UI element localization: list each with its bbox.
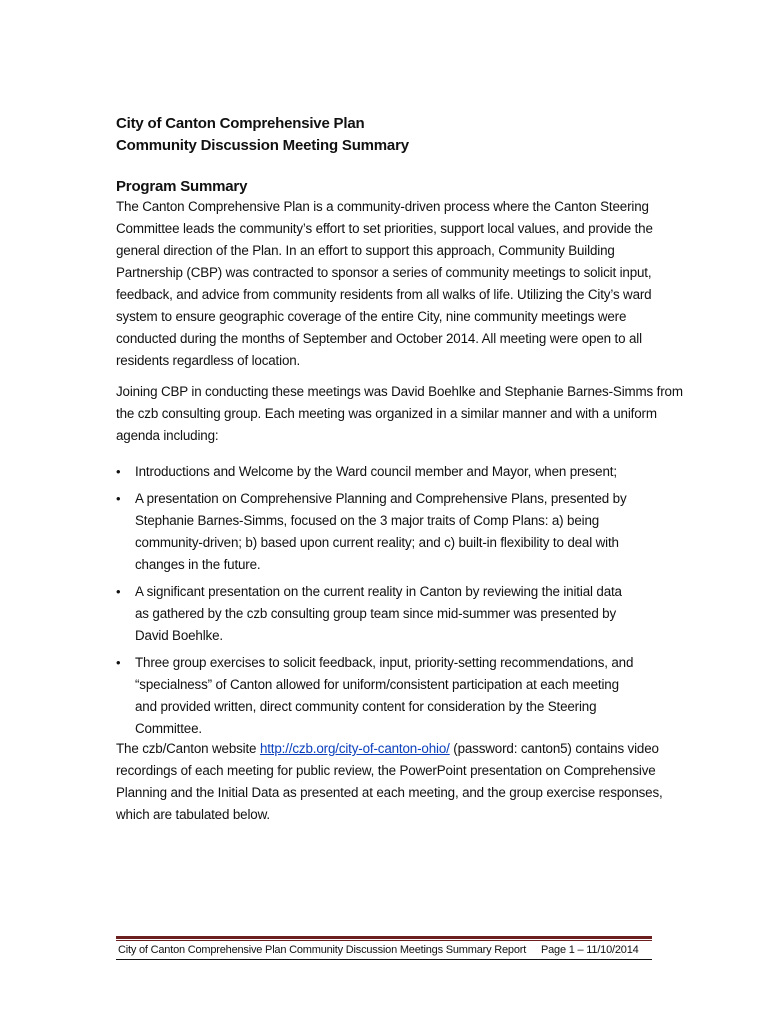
- footer-title: City of Canton Comprehensive Plan Community Discussion Meetings Summary Report: [118, 944, 527, 956]
- footer-rule-thin: [116, 940, 652, 941]
- bullet-marker: •: [116, 584, 121, 599]
- paragraph-line: feedback, and advice from community residents from all walks of life. Utilizing the City’s ward: [116, 287, 652, 302]
- paragraph-line: which are tabulated below.: [116, 807, 270, 822]
- document-title: City of Canton Comprehensive Plan: [116, 115, 365, 132]
- paragraph-line: the czb consulting group. Each meeting was organized in a similar manner and with a uniform: [116, 406, 657, 421]
- footer-page: Page 1 – 11/10/2014: [541, 944, 639, 956]
- website-link[interactable]: http://czb.org/city-of-canton-ohio/: [259, 741, 450, 756]
- paragraph-line: Planning and the Initial Data as presented at each meeting, and the group exercise responses,: [116, 785, 663, 800]
- bullet-item-line: Stephanie Barnes-Simms, focused on the 3 major traits of Comp Plans: a) being: [135, 513, 600, 528]
- paragraph-line: Partnership (CBP) was contracted to sponsor a series of community meetings to solicit input,: [116, 265, 652, 280]
- bullet-item-line: A presentation on Comprehensive Planning and Comprehensive Plans, presented by: [135, 491, 627, 506]
- text: (password: canton5) contains video: [449, 741, 659, 756]
- paragraph-line: residents regardless of location.: [116, 353, 301, 368]
- bullet-item-line: and provided written, direct community content for consideration by the Steering: [135, 699, 597, 714]
- paragraph-line: system to ensure geographic coverage of the entire City, nine community meetings were: [116, 309, 627, 324]
- text: The czb/Canton website: [116, 741, 260, 756]
- paragraph-line: Committee leads the community’s effort to set priorities, support local values, and provide the: [116, 221, 653, 236]
- paragraph-line: recordings of each meeting for public review, the PowerPoint presentation on Comprehensive: [116, 763, 656, 778]
- bullet-marker: •: [116, 464, 121, 479]
- bullet-item-line: David Boehlke.: [135, 628, 223, 643]
- bullet-item-line: “specialness” of Canton allowed for uniform/consistent participation at each meeting: [135, 677, 619, 692]
- paragraph-line: agenda including:: [116, 428, 219, 443]
- paragraph-line: [116, 741, 659, 756]
- paragraph-line: conducted during the months of September and October 2014. All meeting were open to all: [116, 331, 642, 346]
- section-heading: Program Summary: [116, 178, 248, 195]
- bullet-item-line: Committee.: [135, 721, 202, 736]
- bullet-marker: •: [116, 655, 121, 670]
- paragraph-line: The Canton Comprehensive Plan is a community-driven process where the Canton Steering: [116, 199, 649, 214]
- bullet-item-line: A significant presentation on the current reality in Canton by reviewing the initial data: [135, 584, 622, 599]
- footer-rule: [116, 936, 652, 939]
- bullet-marker: •: [116, 491, 121, 506]
- bullet-item-line: Three group exercises to solicit feedback, input, priority-setting recommendations, and: [135, 655, 634, 670]
- document-subtitle: Community Discussion Meeting Summary: [116, 137, 409, 154]
- paragraph-line: Joining CBP in conducting these meetings was David Boehlke and Stephanie Barnes-Simms from: [116, 384, 683, 399]
- paragraph-line: general direction of the Plan. In an effort to support this approach, Community Building: [116, 243, 615, 258]
- bullet-item-line: community-driven; b) based upon current reality; and c) built-in flexibility to deal with: [135, 535, 619, 550]
- footer-underline: [116, 959, 652, 960]
- bullet-item-line: Introductions and Welcome by the Ward council member and Mayor, when present;: [135, 464, 617, 479]
- bullet-item-line: changes in the future.: [135, 557, 261, 572]
- bullet-item-line: as gathered by the czb consulting group team since mid-summer was presented by: [135, 606, 617, 621]
